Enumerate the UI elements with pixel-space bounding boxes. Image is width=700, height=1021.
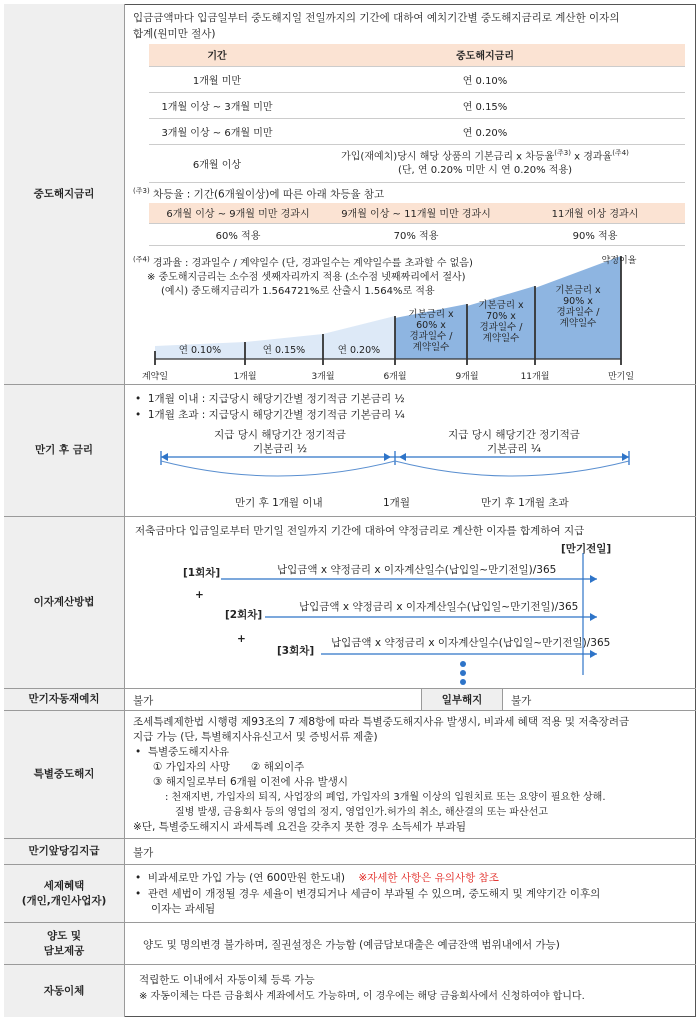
table-row [149, 118, 685, 144]
diff-value: 90% 적용 [505, 223, 685, 245]
auto-transfer-line2: ※ 자동이체는 다른 금융회사 계좌에서도 가능하며, 이 경우에는 해당 금융회사에서 신청하여야 합니다. [139, 991, 585, 1002]
maturity-bullet-1-text: 1개월 이내 : 지급당시 해당기간별 정기적금 기본금리 ½ [147, 393, 405, 405]
installment-2-formula: 납입금액 x 약정금리 x 이자계산일수(납입일~만기전일)/365 [299, 601, 579, 613]
maturity-bullet-2: • 1개월 초과 : 지급당시 해당기간별 정기적금 기본금리 ¼ [135, 409, 405, 421]
special-item1: ① 가입자의 사망 [153, 761, 230, 773]
maturity-bottom-mid: 1개월 [383, 497, 410, 509]
note3-mark: (주3) [133, 187, 150, 195]
early-intro-line2: 합계(원미만 절사) [133, 28, 216, 40]
tax-header-line1: 세제혜택 [43, 880, 85, 893]
period-cell: 1개월 미만 [149, 66, 285, 92]
special-item2: ② 해외이주 [251, 761, 305, 773]
special-sub1: : 천재지변, 가입자의 퇴직, 사업장의 폐업, 가입자의 3개월 이상의 입원치료 또는 요양이 필요한 상해. [165, 792, 606, 803]
special-bullet-text: 특별중도해지사유 [147, 746, 230, 758]
maturity-bottom-right: 만기 후 1개월 초과 [481, 497, 569, 509]
after-maturity-header: 만기 후 금리 [4, 385, 125, 516]
chart-segment-label: 경과일수 / [556, 307, 600, 318]
tax-line1: • 비과세로만 가입 가능 (연 600만원 한도내) ※자세한 사항은 유의사항 참조 [135, 872, 499, 884]
chart-tick-label: 만기일 [607, 372, 635, 382]
row-transfer [4, 923, 696, 965]
auto-renewal-value: 불가 [133, 695, 154, 707]
chart-tick-label: 계약일 [141, 372, 169, 382]
col-rate: 중도해지금리 [285, 44, 685, 66]
tax-benefit-header [4, 865, 125, 922]
installment-1-tag: [1회차] [183, 567, 221, 579]
right-label-line1: 지급 당시 해당기간 정기적금 [448, 429, 580, 441]
tax-line2: • 관련 세법이 개정될 경우 세율이 변경되거나 세금이 부과될 수 있으며, 중도해지 및 계약기간 이후의 [135, 888, 601, 900]
special-termination-header: 특별중도해지 [4, 711, 125, 838]
left-label-line2: 기본금리 ½ [252, 442, 308, 455]
installment-3-formula: 납입금액 x 약정금리 x 이자계산일수(납입일~만기전일)/365 [331, 637, 611, 649]
ellipsis-dot [460, 661, 466, 667]
rate-cell [285, 144, 685, 182]
row-after-maturity [4, 385, 696, 517]
note3 [133, 186, 384, 202]
transfer-header-line1: 양도 및 [46, 930, 82, 943]
row-interest-calc [4, 517, 696, 689]
early-payout-value: 불가 [133, 847, 154, 859]
maturity-bullet-2-text: 1개월 초과 : 지급당시 해당기간별 정기적금 기본금리 ¼ [147, 409, 405, 421]
period-cell: 3개월 이상 ~ 6개월 미만 [149, 118, 285, 144]
right-label-line2: 기본금리 ¼ [486, 442, 542, 455]
chart-segment-label: 70% x [486, 311, 516, 322]
installment-3-tag: [3회차] [277, 645, 315, 657]
diff-value: 70% 적용 [327, 223, 505, 245]
row-early-payout [4, 839, 696, 865]
chart-segment-label: 계약일수 [482, 333, 520, 344]
chart-segment-label: 기본금리 x [555, 285, 601, 296]
chart-segment-label: 연 0.15% [262, 345, 306, 356]
maturity-bottom-left: 만기 후 1개월 이내 [235, 497, 323, 509]
early-intro-line1: 입금금액마다 입금일부터 중도해지일 전일까지의 기간에 대하여 예치기간별 중도해지금리로 계산한 이자의 [133, 12, 620, 24]
note3-text: 차등율 : 기간(6개월이상)에 따른 아래 차등율 참고 [153, 188, 385, 201]
tax-line2-text: 관련 세법이 개정될 경우 세율이 변경되거나 세금이 부과될 수 있으며, 중도해지 및 계약기간 이후의 [147, 888, 601, 900]
diff-header: 11개월 이상 경과시 [505, 203, 685, 223]
rate-cell: 연 0.20% [285, 118, 685, 144]
note4-sub2: (예시) 중도해지금리가 1.564721%로 산출시 1.564%로 적용 [161, 286, 435, 297]
table-row [149, 66, 685, 92]
installment-1-formula: 납입금액 x 약정금리 x 이자계산일수(납입일~만기전일)/365 [277, 564, 557, 576]
chart-tick-label: 3개월 [311, 372, 335, 382]
auto-transfer-header: 자동이체 [4, 965, 125, 1017]
partial-withdrawal-header: 일부해지 [421, 689, 503, 710]
chart-tick-label: 6개월 [383, 372, 407, 382]
col-period: 기간 [149, 44, 285, 66]
note4-ref: (주4) [612, 148, 629, 157]
chart-tick-label: 9개월 [455, 372, 479, 382]
chart-segment-label: 기본금리 x [478, 300, 524, 311]
maturity-tag: [만기전일] [561, 543, 612, 555]
rate-cell: 연 0.15% [285, 92, 685, 118]
note4-sub1: ※ 중도해지금리는 소수점 셋째자리까지 적용 (소수점 넷째짜리에서 절사) [147, 272, 466, 283]
period-cell: 6개월 이상 [149, 144, 285, 182]
chart-segment-label: 연 0.20% [337, 345, 381, 356]
special-sub2: 질병 발생, 금융회사 등의 영업의 정지, 영업인가.허가의 취소, 해산결의 또는 파산선고 [175, 807, 548, 818]
ellipsis-dot [460, 670, 466, 676]
chart-tick-label: 1개월 [233, 372, 257, 382]
diff-header: 6개월 이상 ~ 9개월 미만 경과시 [149, 203, 327, 223]
tax-line1-text: 비과세로만 가입 가능 (연 600만원 한도내) [147, 872, 345, 884]
row-early-termination [4, 4, 696, 385]
diff-value: 60% 적용 [149, 223, 327, 245]
row-auto-transfer [4, 965, 696, 1017]
table-row [149, 92, 685, 118]
row-auto-renewal [4, 689, 696, 711]
period-cell: 1개월 이상 ~ 3개월 미만 [149, 92, 285, 118]
interest-desc: 저축금마다 입금일로부터 만기일 전일까지 기간에 대하여 약정금리로 계산한 이자를 합계하여 지급 [135, 525, 585, 537]
chart-segment-label: 90% x [563, 296, 593, 307]
transfer-header-line2: 담보제공 [43, 944, 85, 957]
transfer-value: 양도 및 명의변경 불가하며, 질권설정은 가능함 (예금담보대출은 예금잔액 범위내에서 가능) [143, 939, 560, 951]
chart-segment-label: 계약일수 [559, 318, 597, 329]
early-rate-table [149, 44, 685, 183]
installment-2-tag: [2회차] [225, 609, 263, 621]
chart-segment-label: 연 0.10% [178, 345, 222, 356]
partial-withdrawal-value: 불가 [511, 695, 532, 707]
early-termination-header: 중도해지금리 [4, 4, 125, 384]
chart-segment-label: 경과일수 / [479, 322, 523, 333]
table-row [149, 144, 685, 182]
chart-segment-label: 60% x [416, 320, 446, 331]
note4-text: 경과율 : 경과일수 / 계약일수 (단, 경과일수는 계약일수를 초과할 수 없음) [152, 258, 473, 269]
special-item3: ③ 해지일로부터 6개월 이전에 사유 발생시 [153, 776, 349, 788]
chart-top-label: 약정이율 [601, 256, 637, 266]
rate-cell: 연 0.10% [285, 66, 685, 92]
note4-mark: (주4) [133, 255, 150, 264]
auto-renewal-header: 만기자동재예치 [4, 689, 125, 710]
diff-header: 9개월 이상 ~ 11개월 미만 경과시 [327, 203, 505, 223]
rate-formula-mid: x 경과율 [570, 151, 613, 163]
special-note: ※단, 특별중도해지시 과세특례 요건을 갖추지 못한 경우 소득세가 부과됨 [133, 821, 466, 833]
special-bullet: • 특별중도해지사유 [135, 746, 230, 758]
chart-segment-label: 계약일수 [412, 342, 450, 353]
maturity-bullet-1: • 1개월 이내 : 지급당시 해당기간별 정기적금 기본금리 ½ [135, 393, 405, 405]
maturity-arrows [155, 451, 635, 491]
tax-line3: 이자는 과세됨 [151, 903, 216, 915]
transfer-header [4, 923, 125, 964]
special-line2: 지급 가능 (단, 특별해지사유신고서 및 증빙서류 제출) [133, 731, 378, 743]
chart-segment-label: 경과일수 / [409, 331, 453, 342]
tax-header-line2: (개인,개인사업자) [21, 894, 107, 907]
plus-1: + [195, 589, 204, 601]
ellipsis-dot [460, 679, 466, 685]
chart-segment-label: 기본금리 x [408, 309, 454, 320]
left-label-line1: 지급 당시 해당기간 정기적금 [214, 429, 346, 441]
diff-rate-table [149, 203, 685, 246]
row-tax-benefit [4, 865, 696, 923]
special-line1: 조세특례제한법 시행령 제93조의 7 제8항에 따라 특별중도해지사유 발생시, 비과세 혜택 적용 및 저축장려금 [133, 716, 630, 728]
plus-2: + [237, 633, 246, 645]
note3-ref: (주3) [554, 148, 571, 157]
chart-tick-label: 11개월 [520, 372, 550, 382]
tax-caution-link: ※자세한 사항은 유의사항 참조 [358, 872, 499, 884]
early-payout-header: 만기앞당김지급 [4, 839, 125, 864]
interest-calc-header: 이자계산방법 [4, 517, 125, 688]
auto-transfer-line1: 적립한도 이내에서 자동이체 등록 가능 [139, 974, 315, 986]
rate-min-note: (단, 연 0.20% 미만 시 연 0.20% 적용) [397, 164, 573, 176]
rate-formula: 가입(재예치)당시 해당 상품의 기본금리 x 차등율 [341, 151, 555, 163]
row-special-termination [4, 711, 696, 839]
